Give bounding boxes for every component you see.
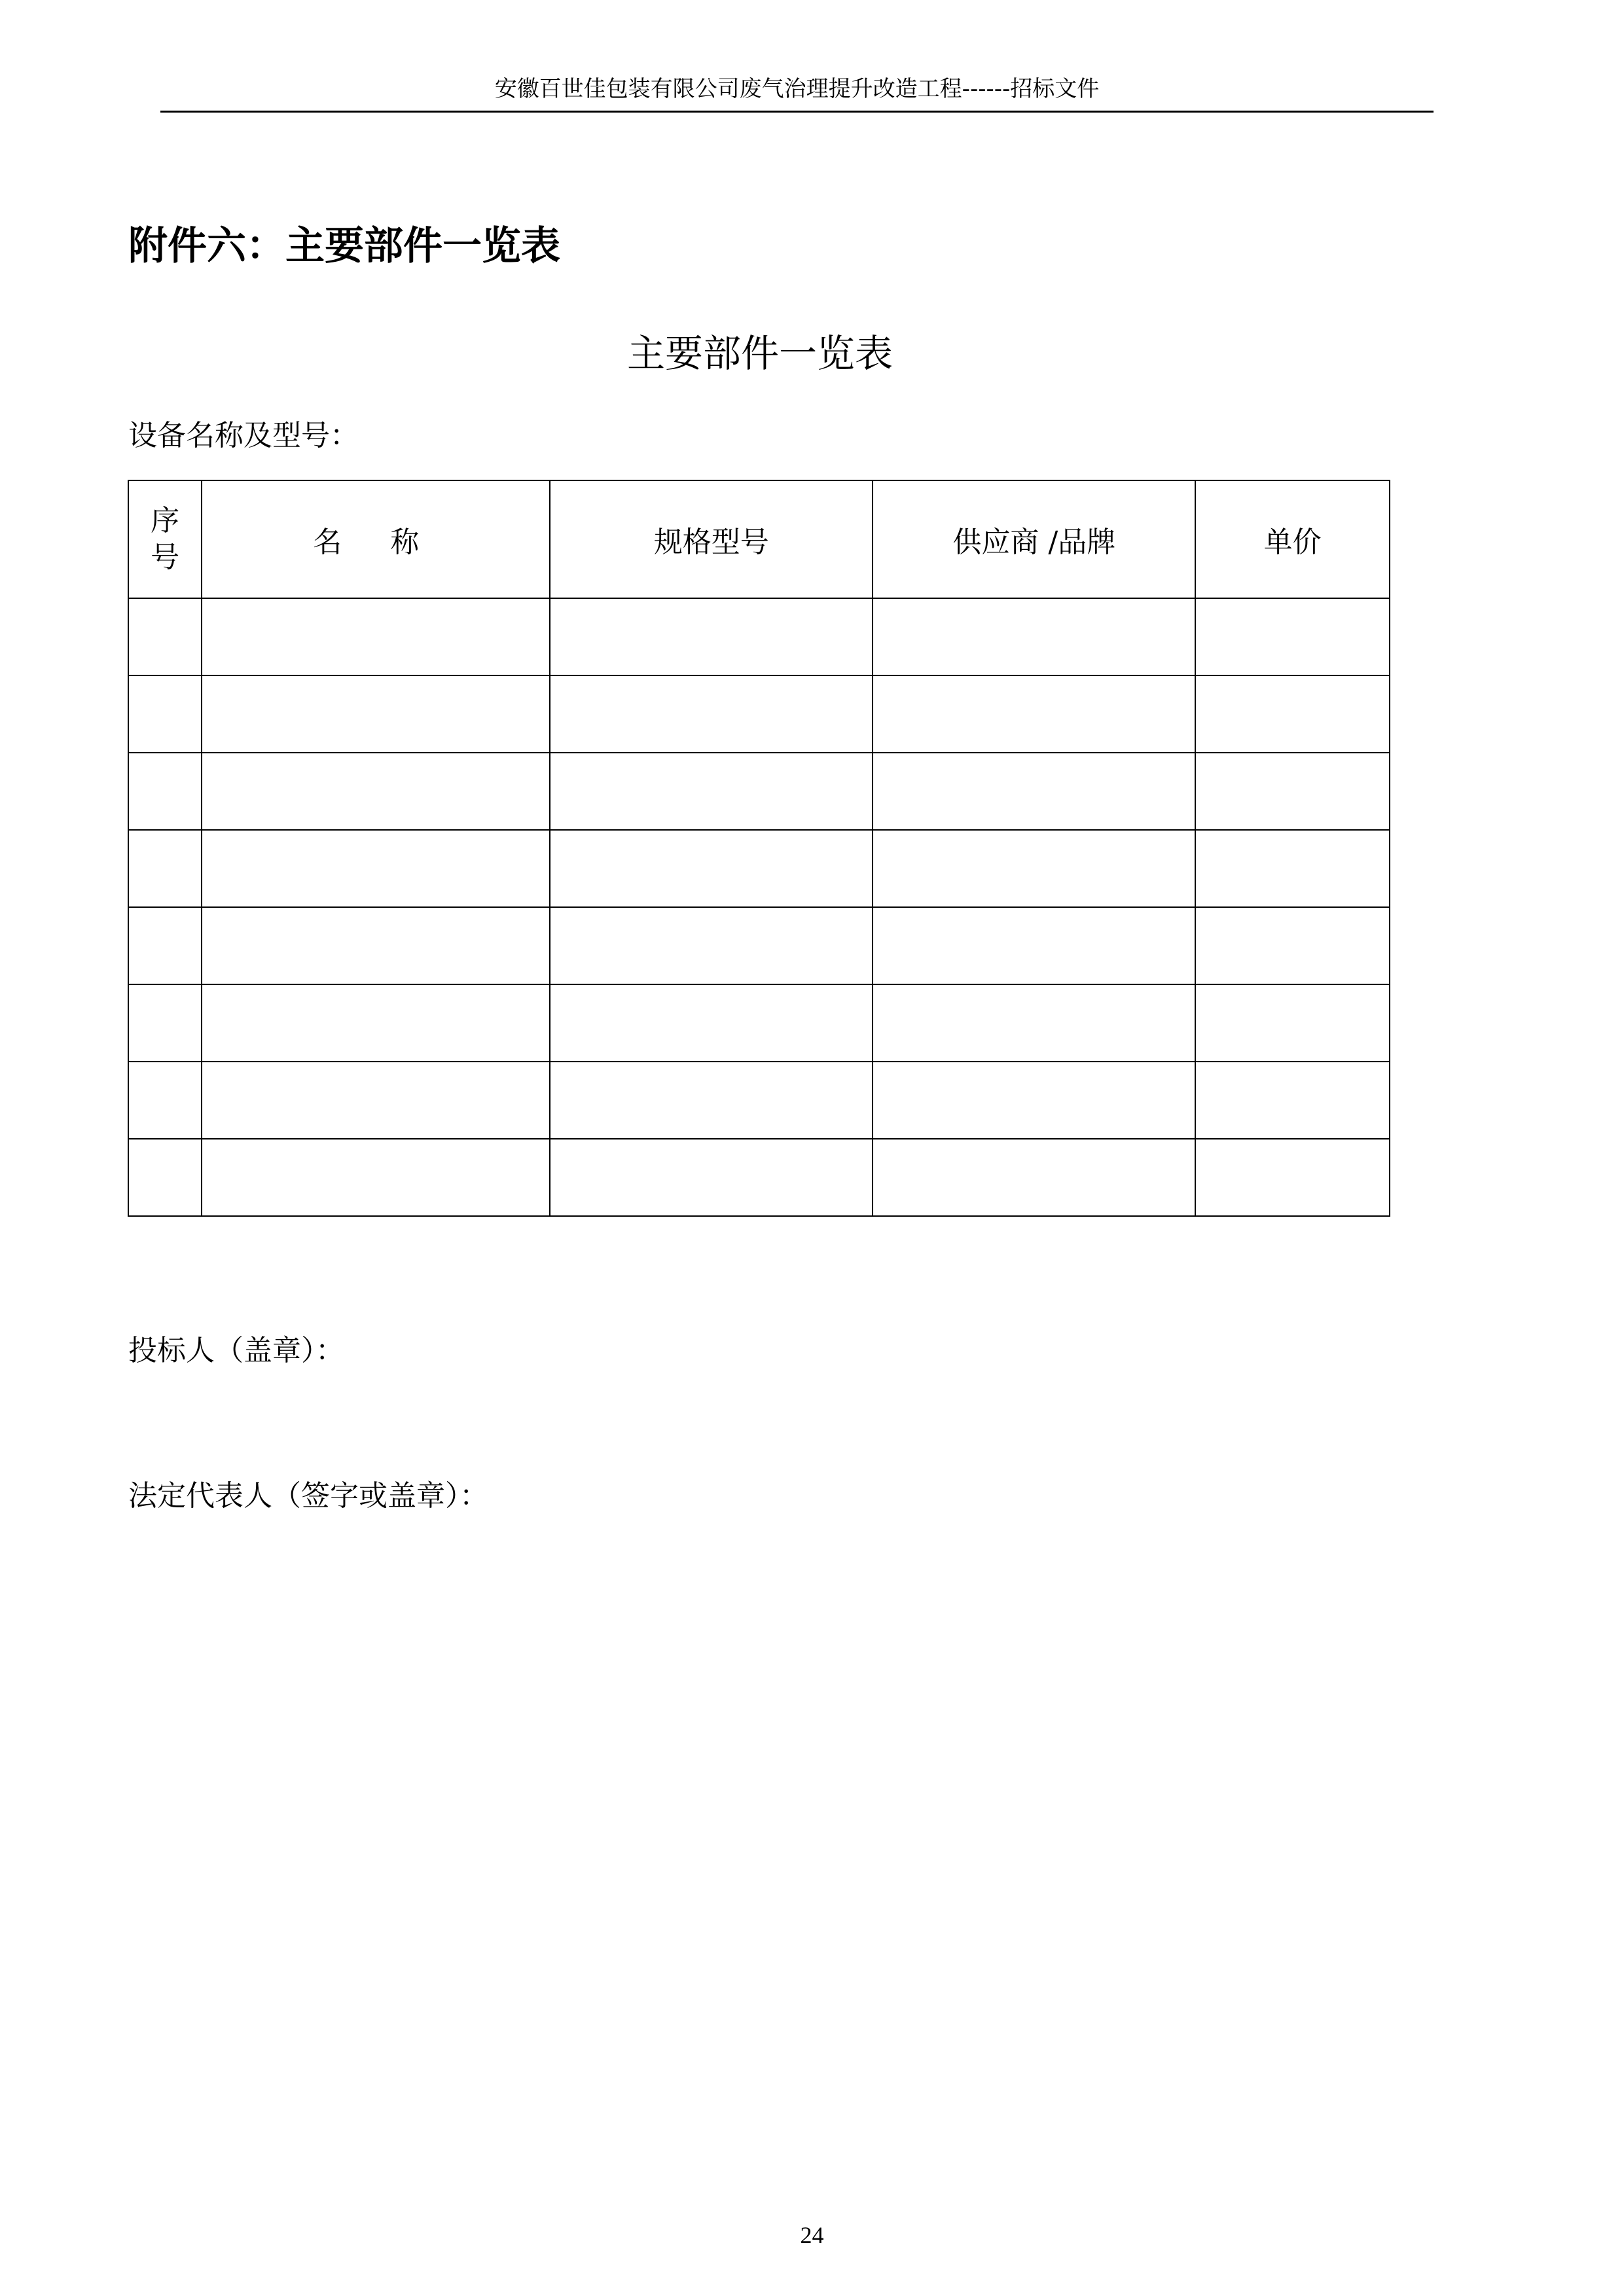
table-cell-spec	[550, 907, 873, 984]
bidder-seal-label: 投标人（盖章）：	[128, 1334, 344, 1367]
table-cell-spec	[550, 1062, 873, 1139]
table-cell-name	[202, 830, 550, 907]
table-cell-index	[128, 753, 202, 830]
table-cell-index	[128, 984, 202, 1062]
table-cell-spec	[550, 830, 873, 907]
table-cell-name	[202, 1139, 550, 1216]
table-cell-supplier	[873, 675, 1195, 753]
header-text: 安徽百世佳包装有限公司废气治理提升改造工程------招标文件	[494, 76, 1100, 102]
table-cell-index	[128, 830, 202, 907]
table-cell-price	[1195, 753, 1390, 830]
legal-representative-label: 法定代表人（签字或盖章）：	[128, 1479, 488, 1513]
table-cell-price	[1195, 830, 1390, 907]
page-header	[160, 73, 1434, 113]
table-cell-supplier	[873, 598, 1195, 675]
table-cell-supplier	[873, 984, 1195, 1062]
column-header-price: 单价	[1195, 480, 1390, 598]
table-cell-index	[128, 675, 202, 753]
table-cell-price	[1195, 1062, 1390, 1139]
page-number: 24	[800, 2222, 824, 2248]
table-cell-spec	[550, 753, 873, 830]
column-header-spec: 规格型号	[550, 480, 873, 598]
column-header-name: 名 称	[202, 480, 550, 598]
table-cell-index	[128, 1062, 202, 1139]
table-cell-name	[202, 675, 550, 753]
table-row	[128, 753, 1390, 830]
table-cell-name	[202, 907, 550, 984]
table-cell-supplier	[873, 753, 1195, 830]
table-cell-price	[1195, 907, 1390, 984]
table-cell-price	[1195, 598, 1390, 675]
table-header-row	[128, 480, 1390, 598]
table-row	[128, 907, 1390, 984]
table-cell-supplier	[873, 907, 1195, 984]
parts-table	[128, 480, 1390, 1217]
column-header-supplier: 供应商 /品牌	[873, 480, 1195, 598]
table-row	[128, 598, 1390, 675]
table-cell-supplier	[873, 830, 1195, 907]
section-heading: 附件六：主要部件一览表	[128, 223, 560, 269]
table-cell-price	[1195, 984, 1390, 1062]
table-cell-name	[202, 984, 550, 1062]
table-cell-price	[1195, 675, 1390, 753]
table-row	[128, 1062, 1390, 1139]
table-cell-index	[128, 907, 202, 984]
table-cell-spec	[550, 675, 873, 753]
table-cell-spec	[550, 1139, 873, 1216]
table-cell-index	[128, 598, 202, 675]
table-cell-spec	[550, 984, 873, 1062]
column-header-index: 序号	[128, 480, 202, 598]
table-cell-index	[128, 1139, 202, 1216]
table-row	[128, 984, 1390, 1062]
table-cell-name	[202, 598, 550, 675]
equipment-name-label: 设备名称及型号：	[128, 419, 359, 452]
table-row	[128, 830, 1390, 907]
table-cell-name	[202, 753, 550, 830]
table-cell-price	[1195, 1139, 1390, 1216]
table-cell-spec	[550, 598, 873, 675]
table-cell-supplier	[873, 1062, 1195, 1139]
table-row	[128, 1139, 1390, 1216]
table-cell-supplier	[873, 1139, 1195, 1216]
table-cell-name	[202, 1062, 550, 1139]
table-row	[128, 675, 1390, 753]
table-title: 主要部件一览表	[626, 331, 893, 376]
